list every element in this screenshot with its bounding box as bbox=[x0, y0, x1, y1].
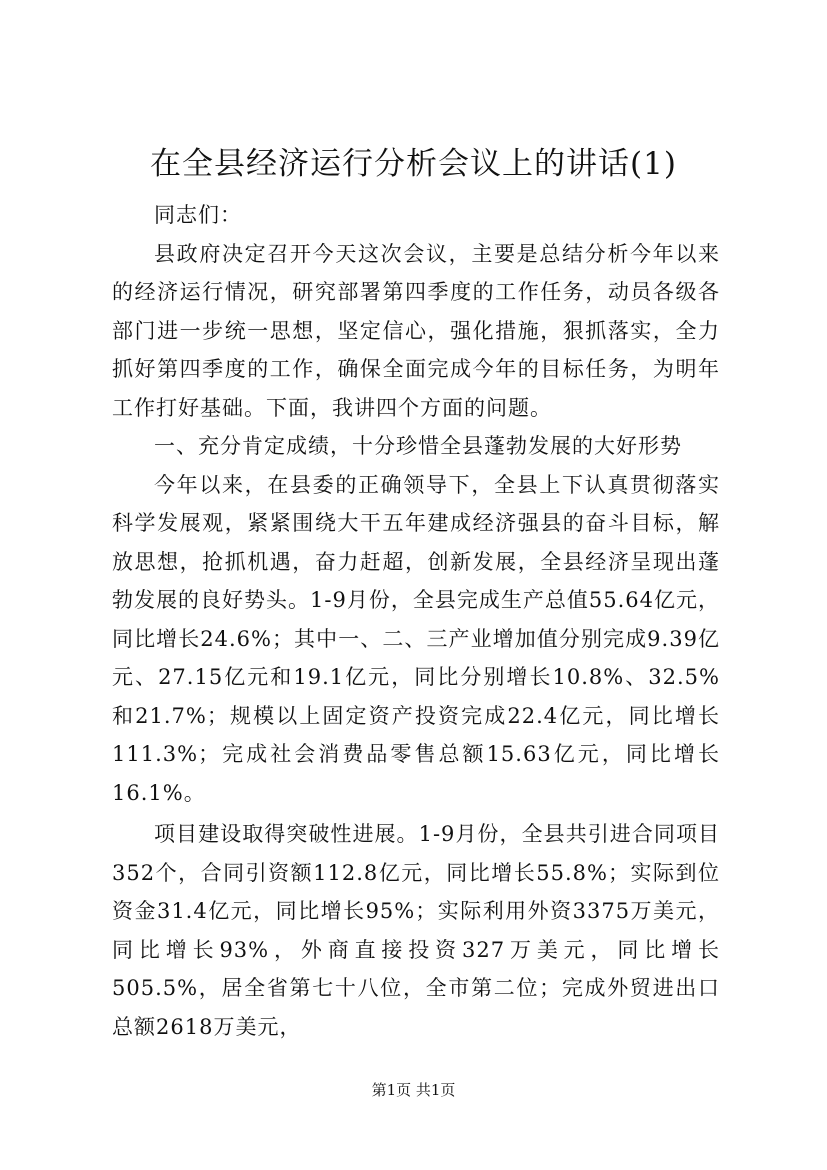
achievements-paragraph: 今年以来，在县委的正确领导下，全县上下认真贯彻落实科学发展观，紧紧围绕大干五年建成经济强县的奋斗目标，解放思想，抢抓机遇，奋力赶超，创新发展，全县经济呈现出蓬勃发展的良好势头。1-9月份，全县完成生产总值55.64亿元，同比增长24.6%；其中一、二、三产业增加值分别完成9.39亿元、27.15亿元和19.1亿元，同比分别增长10.8%、32.5%和21.7%；规模以上固定资产投资完成22.4亿元，同比增长111.3%；完成社会消费品零售总额15.63亿元，同比增长16.1%。 bbox=[112, 472, 720, 805]
page-footer: 第1页 共1页 bbox=[371, 1081, 456, 1099]
section-heading: 一、充分肯定成绩，十分珍惜全县蓬勃发展的大好形势 bbox=[154, 434, 682, 458]
projects-paragraph: 项目建设取得突破性进展。1-9月份，全县共引进合同项目352个，合同引资额112.8亿元，同比增长55.8%；实际到位资金31.4亿元，同比增长95%；实际利用外资3375万美元，同比增长93%，外商直接投资327万美元，同比增长505.5%，居全省第七十八位，全市第二位；完成外贸进出口总额2618万美元， bbox=[112, 822, 720, 1039]
salutation-paragraph: 同志们： bbox=[154, 203, 242, 227]
document-body bbox=[112, 196, 720, 1046]
intro-paragraph: 县政府决定召开今天这次会议，主要是总结分析今年以来的经济运行情况，研究部署第四季度的工作任务，动员各级各部门进一步统一思想，坚定信心，强化措施，狠抓落实，全力抓好第四季度的工作，确保全面完成今年的目标任务，为明年工作打好基础。下面，我讲四个方面的问题。 bbox=[112, 241, 720, 420]
document-title: 在全县经济运行分析会议上的讲话(1) bbox=[150, 146, 677, 182]
